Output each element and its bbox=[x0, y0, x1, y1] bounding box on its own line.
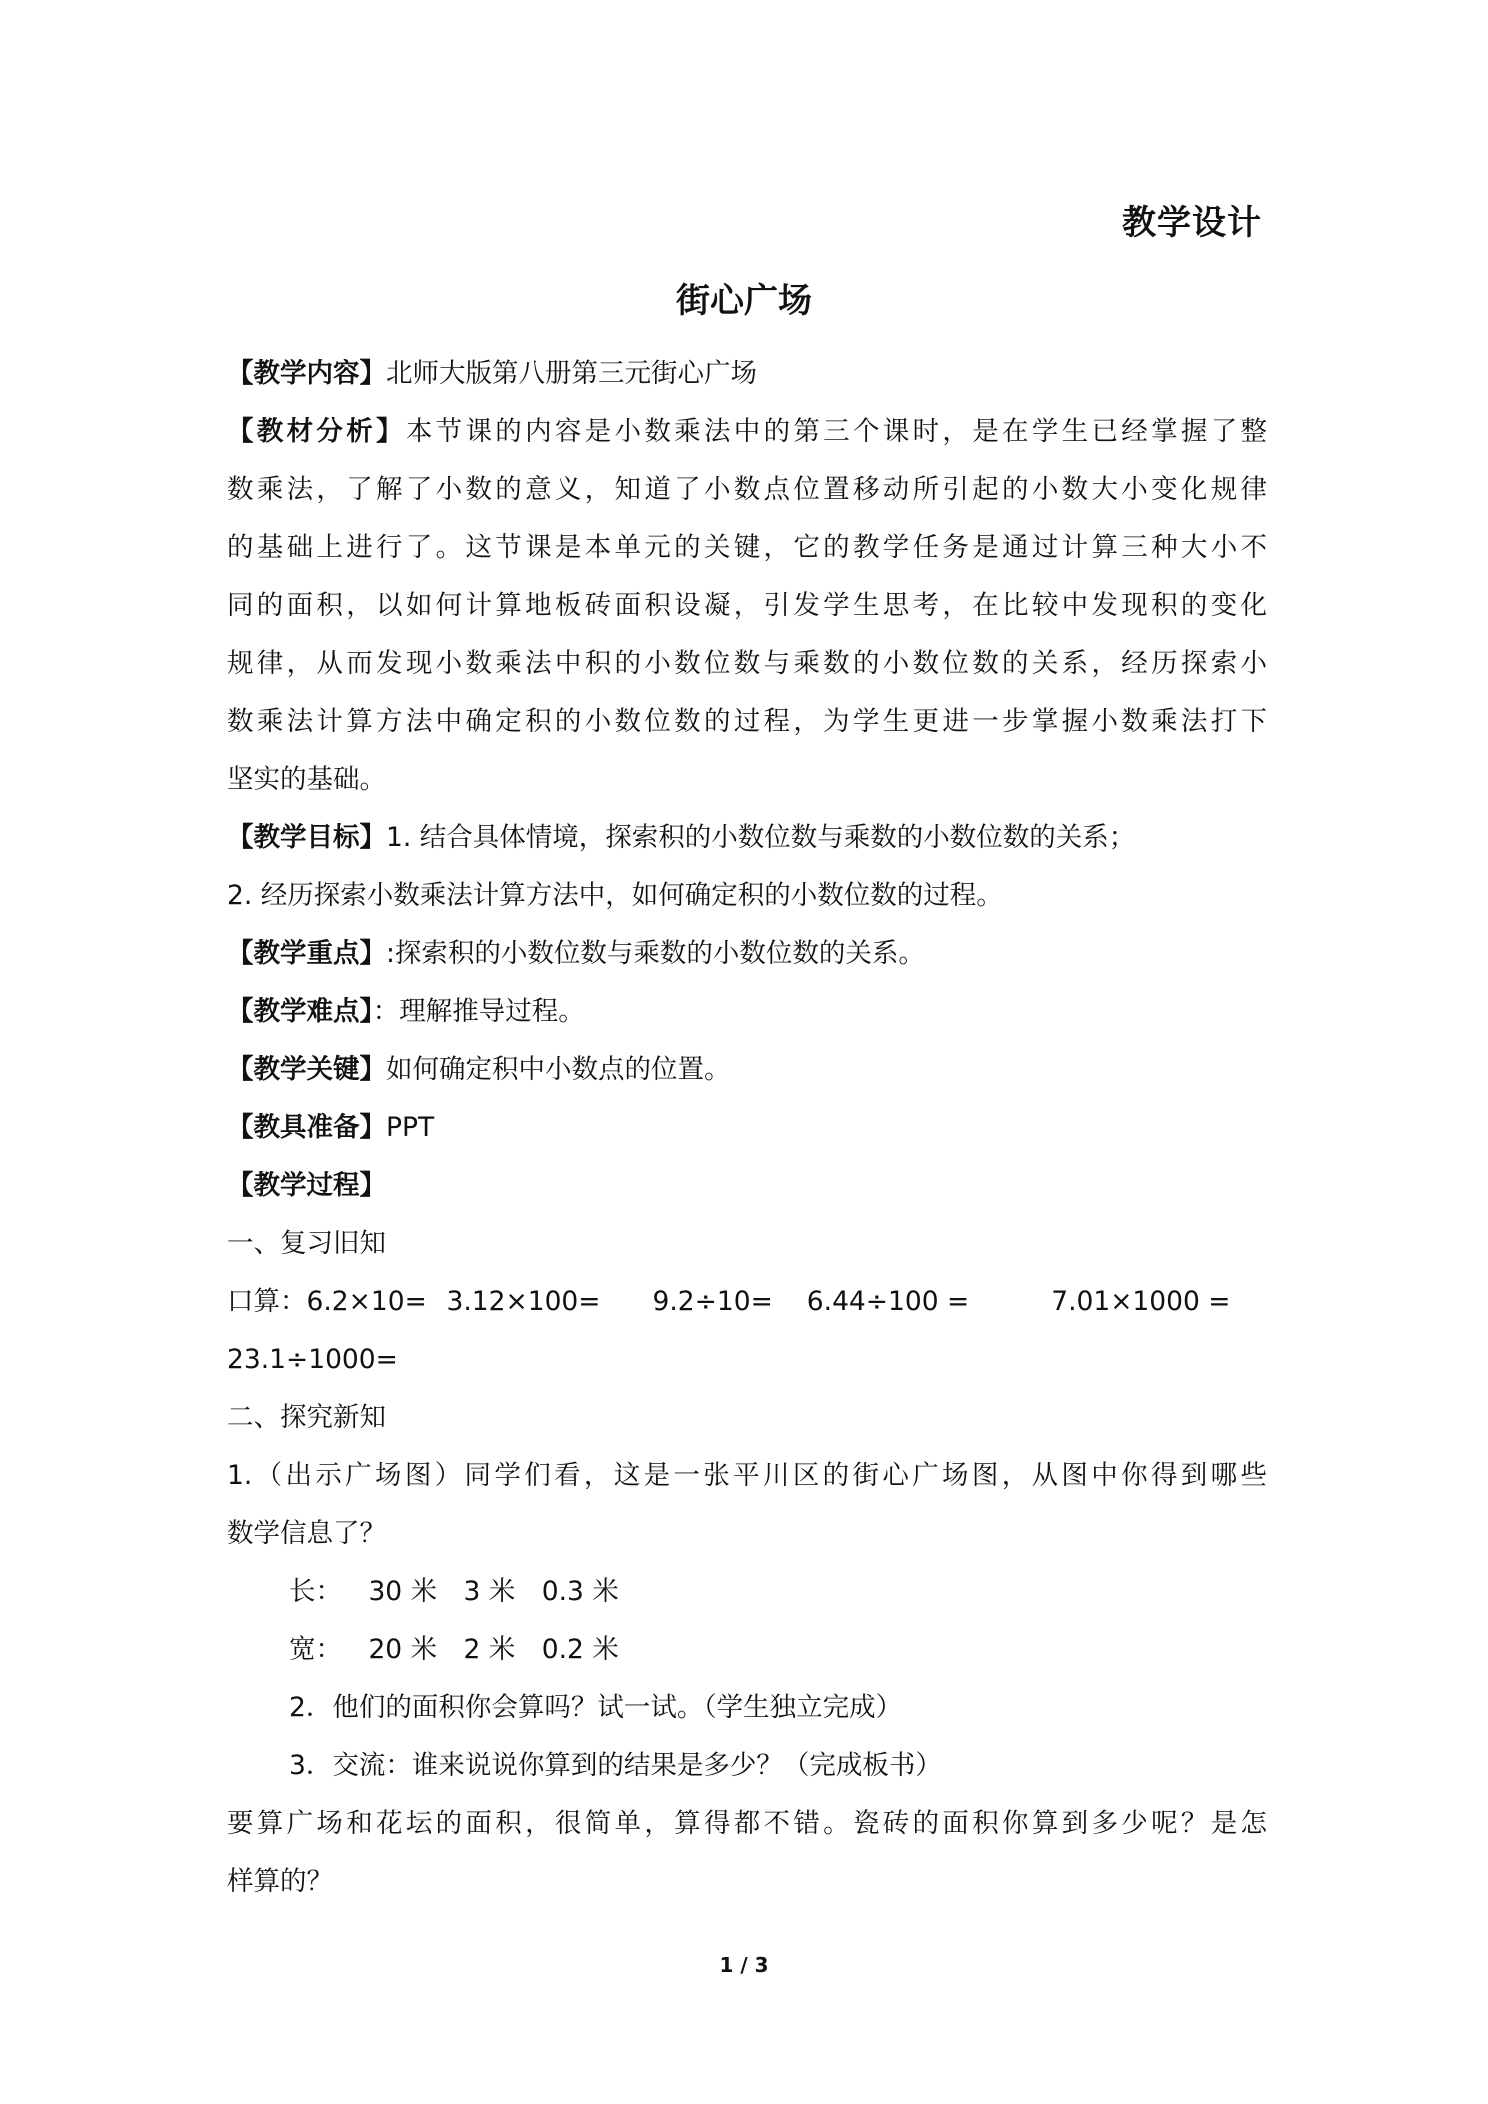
mental-calc-line bbox=[227, 1273, 1267, 1331]
width-value: 0.2 米 bbox=[541, 1634, 619, 1665]
document-body bbox=[227, 345, 1267, 1911]
teaching-difficulty bbox=[227, 983, 1267, 1041]
length-value: 3 米 bbox=[463, 1576, 516, 1607]
width-values bbox=[227, 1621, 1267, 1679]
paragraph-line: 要算广场和花坛的面积，很简单，算得都不错。瓷砖的面积你算到多少呢？是怎 bbox=[227, 1808, 1267, 1839]
step1-line: 1.（出示广场图）同学们看，这是一张平川区的街心广场图，从图中你得到哪些 bbox=[227, 1460, 1267, 1491]
analysis-line: 数乘法计算方法中确定积的小数位数的过程，为学生更进一步掌握小数乘法打下 bbox=[227, 706, 1267, 737]
section-label: 【教学内容】 bbox=[227, 358, 386, 389]
section-text: :探索积的小数位数与乘数的小数位数的关系。 bbox=[386, 938, 925, 969]
step2-line: 2．他们的面积你会算吗？试一试。（学生独立完成） bbox=[289, 1692, 903, 1723]
section-label: 【教学重点】 bbox=[227, 938, 386, 969]
analysis-line bbox=[227, 403, 1267, 461]
section-label: 【教学过程】 bbox=[227, 1170, 386, 1201]
calc-problem: 7.01×1000 = bbox=[1051, 1286, 1231, 1317]
analysis-line: 规律，从而发现小数乘法中积的小数位数与乘数的小数位数的关系，经历探索小 bbox=[227, 648, 1267, 679]
page-number: 1 / 3 bbox=[719, 1953, 769, 1977]
teaching-process bbox=[227, 1157, 1267, 1215]
document-title: 街心广场 bbox=[676, 281, 812, 321]
teaching-key-point bbox=[227, 925, 1267, 983]
section-text: 北师大版第八册第三元街心广场 bbox=[386, 358, 757, 389]
length-label: 长： bbox=[289, 1576, 342, 1607]
length-value: 0.3 米 bbox=[541, 1576, 619, 1607]
section-text: 1. 结合具体情境，探索积的小数位数与乘数的小数位数的关系； bbox=[386, 822, 1136, 853]
section-label: 【教具准备】 bbox=[227, 1112, 386, 1143]
header-title: 教学设计 bbox=[1122, 203, 1262, 243]
length-values bbox=[227, 1563, 1267, 1621]
width-label: 宽： bbox=[289, 1634, 342, 1665]
teaching-content bbox=[227, 345, 1267, 403]
analysis-line: 同的面积，以如何计算地板砖面积设凝，引发学生思考，在比较中发现积的变化 bbox=[227, 590, 1267, 621]
width-value: 2 米 bbox=[463, 1634, 516, 1665]
calc-problem: 6.2×10= bbox=[306, 1286, 427, 1317]
analysis-line: 数乘法，了解了小数的意义，知道了小数点位置移动所引起的小数大小变化规律 bbox=[227, 474, 1267, 505]
calc-prefix: 口算： bbox=[227, 1286, 307, 1317]
calc-problem: 3.12×100= bbox=[446, 1286, 601, 1317]
section-label: 【教学难点】 bbox=[227, 996, 373, 1027]
section-text: ：理解推导过程。 bbox=[372, 996, 585, 1027]
teaching-key bbox=[227, 1041, 1267, 1099]
length-value: 30 米 bbox=[368, 1576, 438, 1607]
section-text: PPT bbox=[386, 1112, 435, 1143]
section2-heading: 二、探究新知 bbox=[227, 1402, 386, 1433]
section1-heading: 一、复习旧知 bbox=[227, 1228, 386, 1259]
paragraph-line: 样算的？ bbox=[227, 1866, 333, 1897]
analysis-line: 的基础上进行了。这节课是本单元的关键，它的教学任务是通过计算三种大小不 bbox=[227, 532, 1267, 563]
section-label: 【教学关键】 bbox=[227, 1054, 386, 1085]
section-label: 【教材分析】 bbox=[227, 416, 406, 447]
step1-line: 数学信息了？ bbox=[227, 1518, 386, 1549]
teaching-goals bbox=[227, 809, 1267, 867]
analysis-line: 坚实的基础。 bbox=[227, 764, 386, 795]
teaching-goals-line2: 2. 经历探索小数乘法计算方法中，如何确定积的小数位数的过程。 bbox=[227, 880, 1003, 911]
step3-line: 3．交流：谁来说说你算到的结果是多少？（完成板书） bbox=[289, 1750, 942, 1781]
calc-problem-wrap: 23.1÷1000= bbox=[227, 1344, 398, 1375]
section-label: 【教学目标】 bbox=[227, 822, 386, 853]
section-text: 本节课的内容是小数乘法中的第三个课时，是在学生已经掌握了整 bbox=[405, 416, 1268, 447]
teaching-tools bbox=[227, 1099, 1267, 1157]
section-text: 如何确定积中小数点的位置。 bbox=[386, 1054, 731, 1085]
calc-problem: 6.44÷100 = bbox=[806, 1286, 970, 1317]
width-value: 20 米 bbox=[368, 1634, 438, 1665]
calc-problem: 9.2÷10= bbox=[652, 1286, 773, 1317]
